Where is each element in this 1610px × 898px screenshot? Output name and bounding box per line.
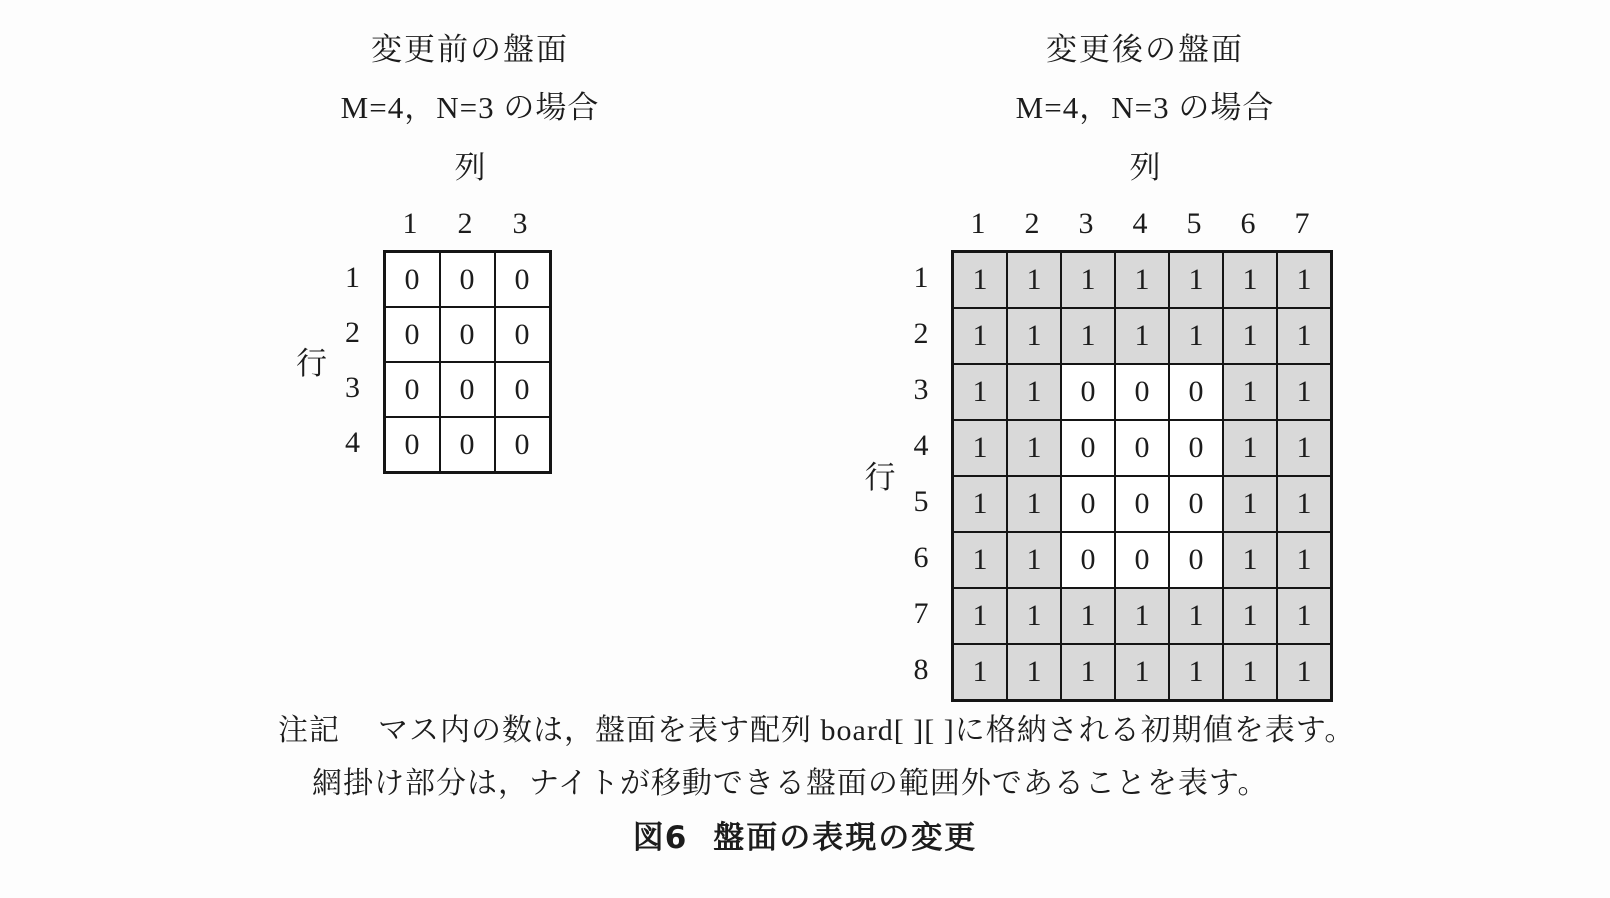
board-after-grid <box>951 250 1333 702</box>
board-cell: 0 <box>1169 420 1223 476</box>
row-header: 3 <box>345 370 360 404</box>
column-header: 1 <box>970 207 986 240</box>
board-cell: 1 <box>1115 644 1169 701</box>
board-cell: 1 <box>1169 308 1223 364</box>
board-cell: 0 <box>440 252 495 308</box>
row-header: 8 <box>913 653 929 686</box>
board-cell: 1 <box>1169 252 1223 309</box>
column-header: 3 <box>512 207 528 240</box>
board-before-grid <box>383 250 552 474</box>
column-header: 6 <box>1240 207 1256 240</box>
board-after-section <box>845 12 1445 702</box>
row-header: 1 <box>345 260 360 294</box>
board-cell: 0 <box>440 362 495 417</box>
column-header: 2 <box>457 207 473 240</box>
column-header: 7 <box>1294 207 1310 240</box>
column-header: 5 <box>1186 207 1202 240</box>
board-row <box>384 417 550 473</box>
board-before-row-axis-label: 行 <box>296 345 327 381</box>
board-cell: 0 <box>495 417 551 473</box>
column-header: 4 <box>1132 207 1148 240</box>
board-cell: 0 <box>1115 532 1169 588</box>
row-header: 2 <box>913 317 929 350</box>
board-before-subtitle: M=4，N=3 の場合 <box>340 90 600 125</box>
figure-number: 図6 <box>632 820 688 856</box>
row-header: 4 <box>913 429 929 462</box>
column-header: 3 <box>1078 207 1094 240</box>
column-header: 1 <box>402 207 418 240</box>
board-cell: 1 <box>953 364 1008 420</box>
board-cell: 1 <box>1277 420 1332 476</box>
board-cell: 0 <box>1169 476 1223 532</box>
board-cell: 1 <box>1223 644 1277 701</box>
row-header: 1 <box>913 261 929 294</box>
board-cell: 1 <box>1061 252 1115 309</box>
board-cell: 0 <box>495 252 551 308</box>
board-cell: 0 <box>1169 364 1223 420</box>
board-cell: 1 <box>1223 476 1277 532</box>
figure-caption <box>0 812 1610 857</box>
board-cell: 0 <box>1061 364 1115 420</box>
board-row <box>953 308 1332 364</box>
board-cell: 1 <box>953 252 1008 309</box>
note-text-2: 網掛け部分は，ナイトが移動できる盤面の範囲外であることを表す。 <box>312 767 1269 800</box>
board-cell: 1 <box>1061 644 1115 701</box>
board-cell: 0 <box>1061 532 1115 588</box>
board-cell: 1 <box>953 588 1008 644</box>
board-before-column-headers <box>383 204 552 248</box>
board-cell: 0 <box>1115 364 1169 420</box>
board-after-row-axis-label: 行 <box>864 459 896 495</box>
board-cell: 1 <box>1223 420 1277 476</box>
row-header: 5 <box>913 485 929 518</box>
board-cell: 1 <box>1007 364 1061 420</box>
board-cell: 1 <box>1061 588 1115 644</box>
board-before-body <box>289 204 552 474</box>
board-cell: 1 <box>953 308 1008 364</box>
board-row <box>384 307 550 362</box>
row-header: 7 <box>913 597 929 630</box>
board-cell: 1 <box>953 476 1008 532</box>
row-header: 3 <box>913 373 929 406</box>
board-after-subtitle: M=4，N=3 の場合 <box>1015 90 1275 125</box>
column-header: 2 <box>1024 207 1040 240</box>
board-row <box>953 588 1332 644</box>
row-header: 4 <box>345 425 360 459</box>
board-cell: 0 <box>384 417 440 473</box>
board-cell: 1 <box>1223 364 1277 420</box>
board-after-title: 変更後の盤面 <box>1046 32 1244 67</box>
board-after-column-headers <box>951 204 1333 248</box>
board-cell: 0 <box>1061 476 1115 532</box>
note-label: 注記 <box>278 714 340 747</box>
board-cell: 0 <box>1169 532 1223 588</box>
board-cell: 1 <box>1223 588 1277 644</box>
board-cell: 0 <box>384 362 440 417</box>
board-before-row-headers <box>335 250 371 470</box>
figure-title: 盤面の表現の変更 <box>713 820 978 856</box>
board-before-section <box>170 12 770 474</box>
board-cell: 0 <box>440 307 495 362</box>
board-cell: 0 <box>384 307 440 362</box>
board-cell: 1 <box>1115 588 1169 644</box>
board-cell: 0 <box>440 417 495 473</box>
board-row <box>953 532 1332 588</box>
board-cell: 1 <box>953 420 1008 476</box>
board-before-column-axis-label: 列 <box>454 150 486 185</box>
board-after-column-axis-label: 列 <box>1129 150 1161 185</box>
board-cell: 1 <box>1115 308 1169 364</box>
board-cell: 1 <box>1277 308 1332 364</box>
board-cell: 1 <box>1169 644 1223 701</box>
board-cell: 1 <box>1007 420 1061 476</box>
row-header: 6 <box>913 541 929 574</box>
board-cell: 0 <box>495 362 551 417</box>
note-text-1: マス内の数は，盤面を表す配列 board[ ][ ]に格納される初期値を表す。 <box>378 714 1356 747</box>
board-cell: 1 <box>1007 476 1061 532</box>
board-cell: 0 <box>495 307 551 362</box>
board-cell: 1 <box>1277 532 1332 588</box>
board-cell: 0 <box>384 252 440 308</box>
board-cell: 1 <box>1007 252 1061 309</box>
board-before-title: 変更前の盤面 <box>371 32 569 67</box>
board-cell: 1 <box>1223 252 1277 309</box>
board-row <box>384 252 550 308</box>
board-cell: 1 <box>1223 532 1277 588</box>
board-cell: 1 <box>1277 644 1332 701</box>
board-after-body <box>857 204 1333 702</box>
board-cell: 1 <box>1007 308 1061 364</box>
board-cell: 0 <box>1115 476 1169 532</box>
board-cell: 1 <box>953 644 1008 701</box>
board-row <box>384 362 550 417</box>
board-cell: 1 <box>1277 364 1332 420</box>
board-cell: 1 <box>1223 308 1277 364</box>
note-line-1 <box>278 705 1355 749</box>
board-cell: 1 <box>1007 588 1061 644</box>
board-cell: 1 <box>1007 532 1061 588</box>
board-cell: 1 <box>1007 644 1061 701</box>
board-cell: 1 <box>1277 476 1332 532</box>
note-line-2 <box>312 758 1269 802</box>
board-cell: 0 <box>1115 420 1169 476</box>
board-row <box>953 644 1332 701</box>
board-row <box>953 364 1332 420</box>
board-cell: 1 <box>1277 252 1332 309</box>
board-cell: 0 <box>1061 420 1115 476</box>
board-cell: 1 <box>1169 588 1223 644</box>
board-cell: 1 <box>1115 252 1169 309</box>
board-after-row-headers <box>903 250 939 698</box>
board-row <box>953 420 1332 476</box>
row-header: 2 <box>345 315 360 349</box>
board-row <box>953 252 1332 309</box>
board-cell: 1 <box>953 532 1008 588</box>
board-cell: 1 <box>1277 588 1332 644</box>
board-row <box>953 476 1332 532</box>
board-cell: 1 <box>1061 308 1115 364</box>
